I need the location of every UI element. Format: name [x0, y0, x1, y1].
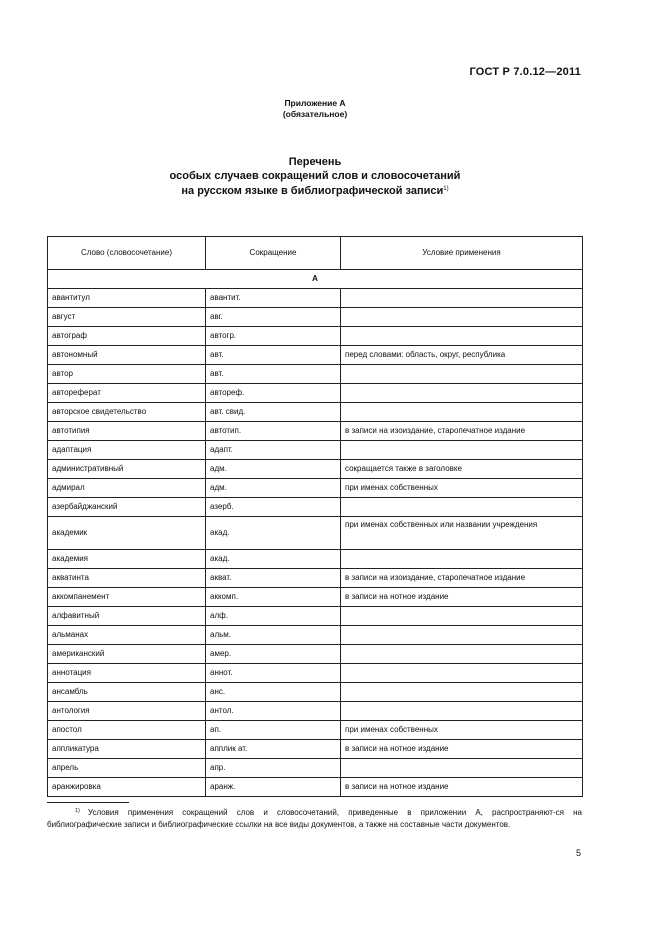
section-letter-row: [48, 270, 583, 289]
word-cell: апрель: [48, 759, 206, 778]
table-row: [48, 778, 583, 797]
word-cell: автономный: [48, 346, 206, 365]
condition-cell: [341, 327, 583, 346]
word-cell: автор: [48, 365, 206, 384]
table-row: [48, 289, 583, 308]
abbreviation-cell: адм.: [206, 479, 341, 498]
abbreviation-cell: авантит.: [206, 289, 341, 308]
word-cell: акватинта: [48, 569, 206, 588]
table-row: [48, 422, 583, 441]
table-row: [48, 740, 583, 759]
abbreviation-cell: адапт.: [206, 441, 341, 460]
abbreviations-table: [47, 236, 583, 797]
table-row: [48, 327, 583, 346]
condition-cell: [341, 759, 583, 778]
table-row: [48, 645, 583, 664]
abbreviation-cell: аннот.: [206, 664, 341, 683]
table-header-row: [48, 237, 583, 270]
abbreviation-cell: анс.: [206, 683, 341, 702]
word-cell: алфавитный: [48, 607, 206, 626]
abbreviation-cell: апплик ат.: [206, 740, 341, 759]
abbreviation-cell: амер.: [206, 645, 341, 664]
word-cell: американский: [48, 645, 206, 664]
condition-cell: [341, 702, 583, 721]
title-line-3-text: на русском языке в библиографической записи: [181, 185, 444, 197]
abbreviation-cell: акад.: [206, 517, 341, 550]
condition-cell: в записи на нотное издание: [341, 740, 583, 759]
footnote-divider: [47, 802, 129, 803]
table-row: [48, 384, 583, 403]
condition-cell: [341, 308, 583, 327]
table-row: [48, 460, 583, 479]
header-condition: Условие применения: [341, 237, 583, 270]
title-line-2: особых случаев сокращений слов и словосочетаний: [169, 169, 461, 182]
condition-cell: [341, 498, 583, 517]
condition-cell: [341, 289, 583, 308]
footnote-mark: 1): [75, 808, 80, 814]
table-row: [48, 588, 583, 607]
header-abbreviation: Сокращение: [206, 237, 341, 270]
table-row: [48, 569, 583, 588]
abbreviation-cell: аккомп.: [206, 588, 341, 607]
condition-cell: в записи на нотное издание: [341, 588, 583, 607]
title-footnote-ref: 1): [443, 186, 449, 192]
condition-cell: [341, 664, 583, 683]
abbreviation-cell: автореф.: [206, 384, 341, 403]
word-cell: адаптация: [48, 441, 206, 460]
table-row: [48, 626, 583, 645]
abbreviation-cell: аранж.: [206, 778, 341, 797]
condition-cell: перед словами: область, округ, республика: [341, 346, 583, 365]
table-row: [48, 346, 583, 365]
table-row: [48, 664, 583, 683]
condition-cell: при именах собственных или названии учреждения: [341, 517, 583, 550]
word-cell: автореферат: [48, 384, 206, 403]
title-line-1: Перечень: [288, 156, 342, 168]
table-row: [48, 517, 583, 550]
word-cell: административный: [48, 460, 206, 479]
condition-cell: [341, 550, 583, 569]
table-row: [48, 550, 583, 569]
word-cell: аккомпанемент: [48, 588, 206, 607]
table-row: [48, 702, 583, 721]
word-cell: азербайджанский: [48, 498, 206, 517]
abbreviation-cell: авг.: [206, 308, 341, 327]
table-row: [48, 308, 583, 327]
word-cell: автотипия: [48, 422, 206, 441]
word-cell: альманах: [48, 626, 206, 645]
table-row: [48, 721, 583, 740]
document-title: [0, 156, 630, 199]
footnote-text: Условия применения сокращений слов и словосочетаний, приведенные в приложении А, распространяют-ся на библиографические записи и библиографические ссылки на все виды документов, а также на составные части документов.: [47, 808, 582, 829]
condition-cell: [341, 403, 583, 422]
table-row: [48, 479, 583, 498]
appendix-title: Приложение А: [284, 98, 346, 108]
word-cell: аппликатура: [48, 740, 206, 759]
word-cell: авторское свидетельство: [48, 403, 206, 422]
standard-code: ГОСТ Р 7.0.12—2011: [469, 66, 581, 78]
abbreviation-cell: апр.: [206, 759, 341, 778]
word-cell: ансамбль: [48, 683, 206, 702]
abbreviation-cell: автогр.: [206, 327, 341, 346]
word-cell: академия: [48, 550, 206, 569]
abbreviation-cell: азерб.: [206, 498, 341, 517]
table-row: [48, 498, 583, 517]
condition-cell: [341, 365, 583, 384]
abbreviation-cell: алф.: [206, 607, 341, 626]
abbreviation-cell: акват.: [206, 569, 341, 588]
word-cell: аннотация: [48, 664, 206, 683]
appendix-heading: [0, 98, 630, 120]
table-row: [48, 683, 583, 702]
condition-cell: [341, 384, 583, 403]
condition-cell: в записи на изоиздание, старопечатное издание: [341, 569, 583, 588]
condition-cell: при именах собственных: [341, 479, 583, 498]
abbreviation-cell: альм.: [206, 626, 341, 645]
word-cell: авантитул: [48, 289, 206, 308]
word-cell: аранжировка: [48, 778, 206, 797]
abbreviation-cell: авт.: [206, 365, 341, 384]
condition-cell: в записи на нотное издание: [341, 778, 583, 797]
word-cell: антология: [48, 702, 206, 721]
table-row: [48, 759, 583, 778]
abbreviation-cell: авт. свид.: [206, 403, 341, 422]
condition-cell: при именах собственных: [341, 721, 583, 740]
abbreviation-cell: акад.: [206, 550, 341, 569]
word-cell: автограф: [48, 327, 206, 346]
word-cell: адмирал: [48, 479, 206, 498]
abbreviation-cell: ап.: [206, 721, 341, 740]
word-cell: академик: [48, 517, 206, 550]
page-number: 5: [575, 848, 581, 858]
word-cell: август: [48, 308, 206, 327]
appendix-status: (обязательное): [282, 109, 348, 119]
condition-cell: в записи на изоиздание, старопечатное издание: [341, 422, 583, 441]
condition-cell: сокращается также в заголовке: [341, 460, 583, 479]
condition-cell: [341, 441, 583, 460]
title-line-3: [0, 183, 630, 199]
abbreviation-cell: авт.: [206, 346, 341, 365]
footnote: [47, 806, 582, 830]
condition-cell: [341, 645, 583, 664]
table-row: [48, 607, 583, 626]
header-word: Слово (словосочетание): [48, 237, 206, 270]
table-row: [48, 441, 583, 460]
condition-cell: [341, 683, 583, 702]
abbreviation-cell: автотип.: [206, 422, 341, 441]
section-letter: А: [48, 270, 583, 289]
table-row: [48, 365, 583, 384]
abbreviation-cell: антол.: [206, 702, 341, 721]
word-cell: апостол: [48, 721, 206, 740]
condition-cell: [341, 607, 583, 626]
condition-cell: [341, 626, 583, 645]
table-row: [48, 403, 583, 422]
abbreviation-cell: адм.: [206, 460, 341, 479]
